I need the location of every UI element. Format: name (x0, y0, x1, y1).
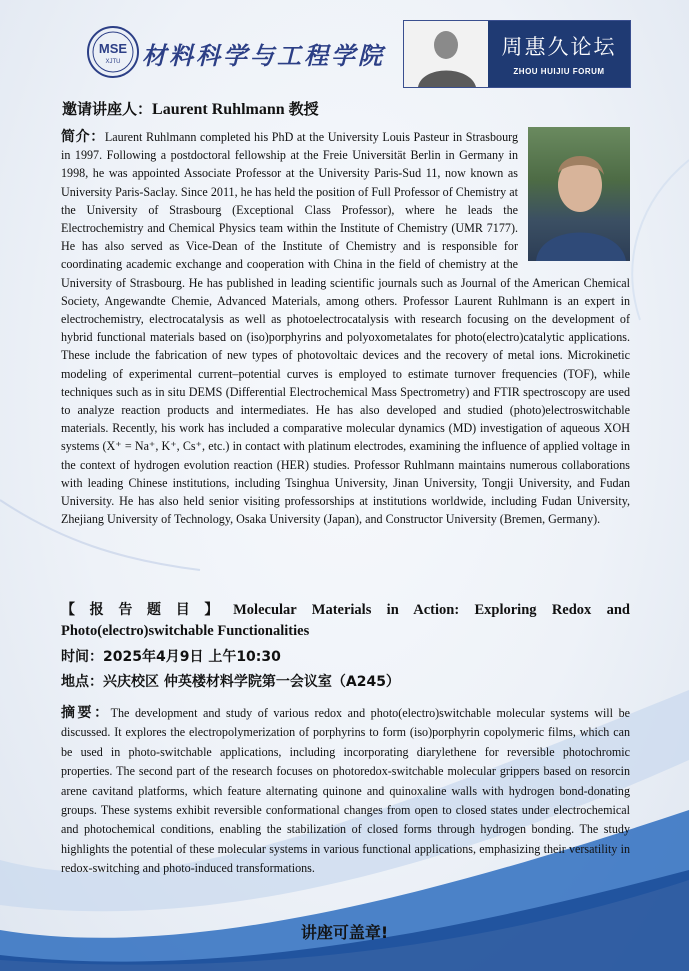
report-title-text: Molecular Materials in Action: Exploring Redox and Photo(electro)switchable Functionalities (61, 602, 630, 639)
forum-title-box (488, 21, 630, 87)
place-value: 兴庆校区 仲英楼材料学院第一会议室（A245） (103, 674, 400, 690)
mse-logo (86, 22, 140, 84)
speaker-name: Laurent Ruhlmann (152, 101, 285, 118)
logo-subtext: XJTU (105, 59, 121, 65)
abstract-text: The development and study of various redox and photo(electro)switchable molecular systems will be discussed. It explores the electropolymerization of porphyrins to form (iso)porphyrin copolymeric films, which can be used in photo-switchable applications, including incorporating diarylethene for reversible photochromic properties. The second part of the research focuses on photoredox-switchable molecular grippers based on resorcin arene cavitand platforms, which feature alternating quinone and quinoxaline walls with hydrogen bond-donating groups. These systems exhibit reversible conformational changes from open to closed states under electrochemical and photochemical conditions, enabling the stabilization of closed forms through hydrogen bonding. The study highlights the potential of these molecular systems in various functional applications, emphasizing their versatility in redox-switching and photo-induced transformations. (61, 706, 630, 876)
time-line (61, 646, 281, 666)
abstract-label: 摘要： (61, 705, 111, 721)
photo-spacer (518, 128, 630, 268)
speaker-label: 邀请讲座人： (62, 100, 153, 118)
bio-paragraph (61, 128, 630, 528)
place-line (61, 671, 400, 691)
footer-note: 讲座可盖章! (300, 923, 389, 942)
time-label: 时间： (61, 649, 103, 665)
place-label: 地点： (61, 674, 103, 690)
forum-banner (403, 20, 631, 88)
logo-text: MSE (98, 41, 128, 56)
abstract-paragraph (61, 704, 630, 879)
forum-title-cn: 周惠久论坛 (501, 35, 617, 59)
school-name: 材料科学与工程学院 (142, 41, 385, 70)
forum-title-en: ZHOU HUIJIU FORUM (513, 67, 605, 76)
report-title (61, 600, 630, 642)
report-label: 【报告题目】 (61, 602, 234, 618)
bio-label: 简介： (61, 129, 105, 145)
speaker-line (62, 98, 319, 119)
time-value: 2025年4月9日 上午10:30 (103, 649, 281, 665)
portrait-silhouette (404, 21, 488, 87)
bio-text: Laurent Ruhlmann completed his PhD at the University Louis Pasteur in Strasbourg in 1997. Following a postdoctoral fellowship at the Freie Universität Berlin in Germany in 1998, he was appointed Associate Professor at the University Paris-Sud 11, now known as University Paris-Saclay. Since 2011, he has held the position of Full Professor of Chemistry at the University of Strasbourg (Exceptional Class Professor), where he leads the Electrochemistry and Chemical Physics team within the Institute of Chemistry (UMR 7177). He has also served as Vice-Dean of the Institute of Chemistry and is responsible for coordinating academic exchange and cooperation with China in the field of chemistry at the University of Strasbourg. He has published in leading scientific journals such as Journal of the American Chemical Society, Angewandte Chemie, Advanced Materials, among others. Professor Laurent Ruhlmann is an expert in electrochemistry, electrocatalysis as well as photoelectrocatalysis with research focusing on the development of hybrid functional materials based on (iso)porphyrins and polyoxometalates for photo(electro)catalytic applications. These include the fabrication of new types of photovoltaic devices and the recovery of metal ions. Microkinetic modeling of experimental current–potential curves is employed to estimate turnover frequencies (TOF), while techniques such as in situ DEMS (Differential Electrochemical Mass Spectrometry) and FTIR spectroscopy are used to analyze reaction products and intermediates. He has also developed and studied (photo)electroswitchable materials. Recently, his work has included a comparative molecular dynamics (MD) investigation of aqueous XOH systems (X⁺ = Na⁺, K⁺, Cs⁺, etc.) in contact with platinum electrodes, examining the influence of applied voltage in the context of hydrogen evolution reaction (HER) studies. Professor Ruhlmann maintains numerous collaborations with leading Chinese institutions, including Tsinghua University, Jinan University, Tongji University, and Fudan University. He has also held senior visiting professorships at institutions worldwide, including Fudan University, Zhejiang University of Technology, Osaka University (Japan), and Constructor University (Bremen, Germany). (61, 130, 630, 527)
speaker-title: 教授 (288, 100, 319, 118)
portrait-image (404, 21, 488, 87)
